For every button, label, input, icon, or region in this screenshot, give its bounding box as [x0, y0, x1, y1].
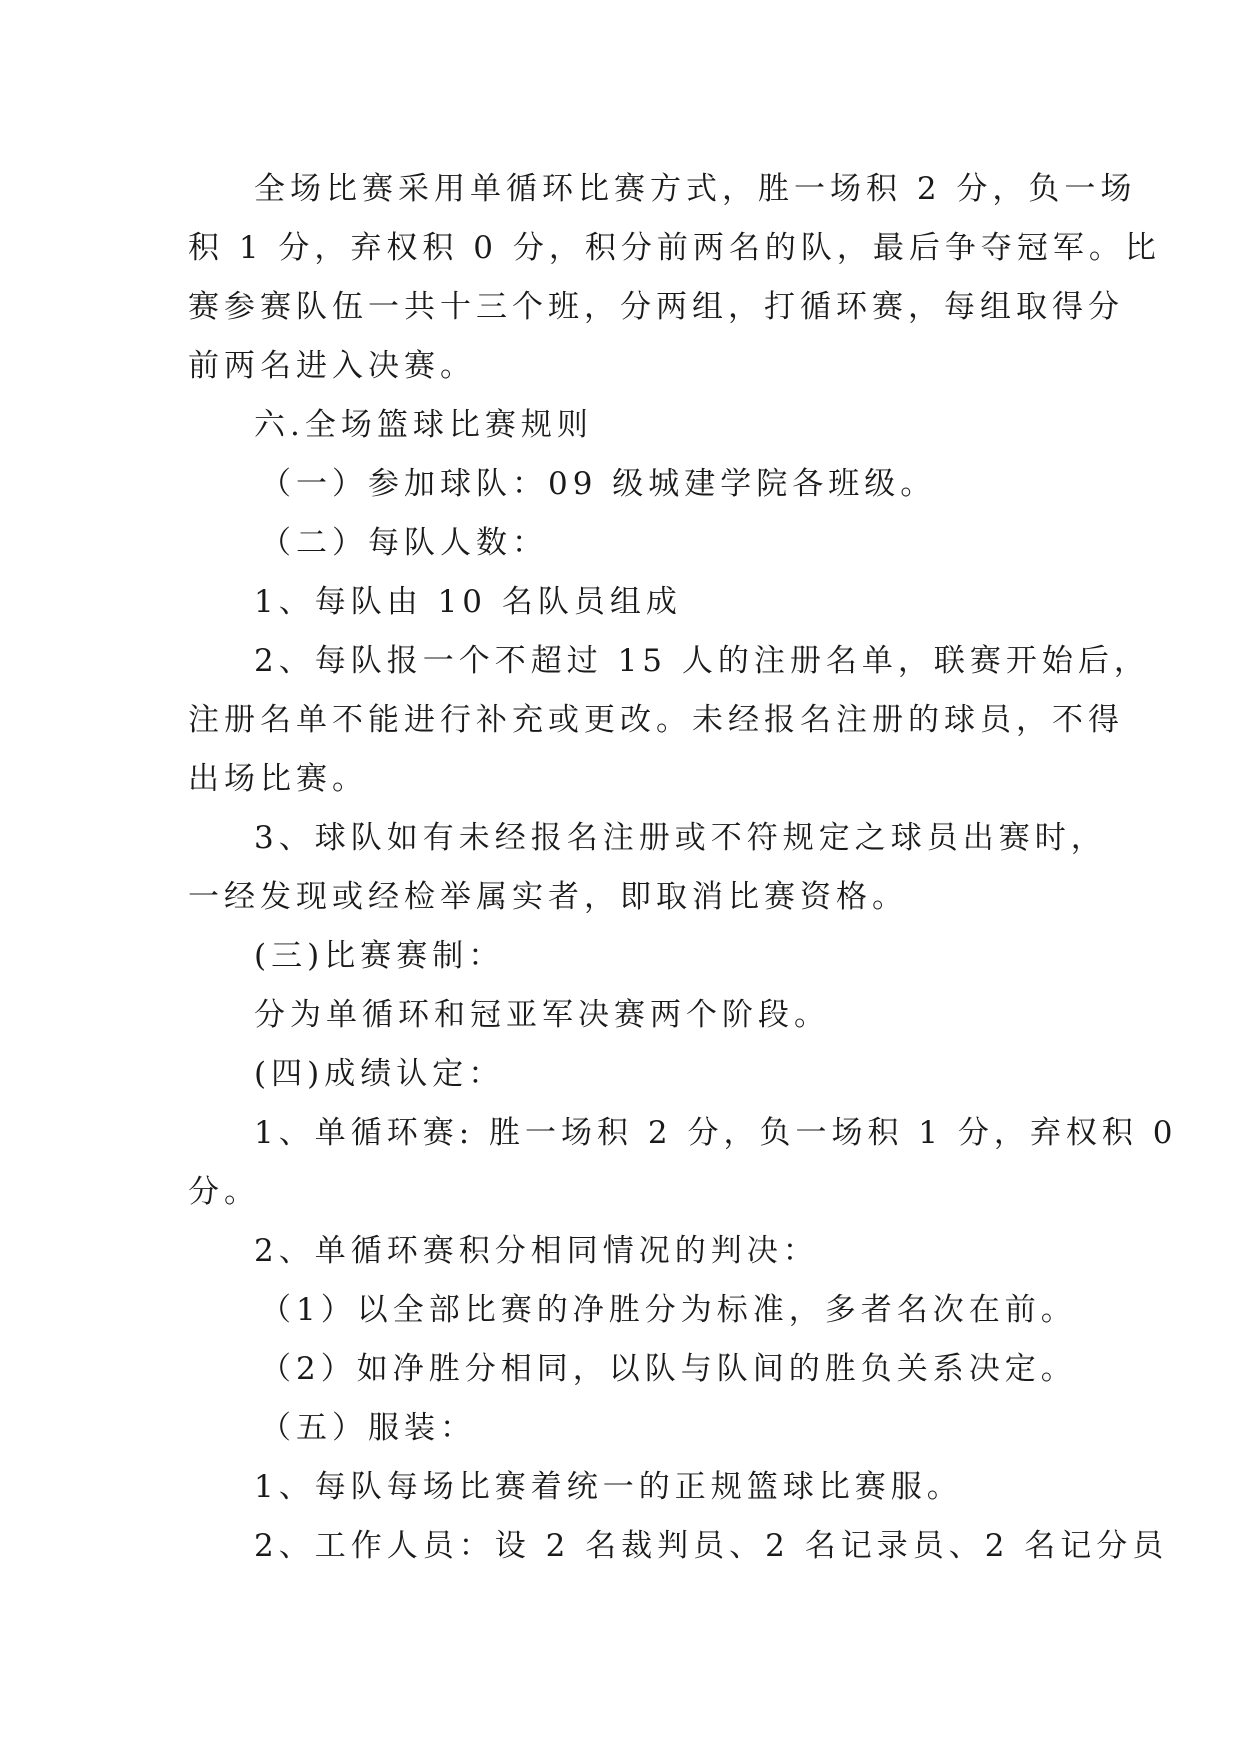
document-body: [188, 160, 1178, 1576]
list-item: 2、每队报一个不超过 15 人的注册名单，联赛开始后，: [254, 643, 1150, 679]
list-item: （1）以全部比赛的净胜分为标准，多者名次在前。: [260, 1292, 1077, 1328]
paragraph-line: 注册名单不能进行补充或更改。未经报名注册的球员，不得: [188, 702, 1124, 738]
paragraph-line: 积 1 分，弃权积 0 分，积分前两名的队，最后争夺冠军。比: [188, 230, 1161, 266]
paragraph-line: 分。: [188, 1174, 260, 1210]
paragraph-line: 赛参赛队伍一共十三个班，分两组，打循环赛，每组取得分: [188, 289, 1124, 325]
subsection-heading: （二）每队人数：: [260, 525, 548, 561]
paragraph-line: 分为单循环和冠亚军决赛两个阶段。: [254, 997, 830, 1033]
list-item: 1、每队由 10 名队员组成: [254, 584, 682, 620]
list-item: （2）如净胜分相同，以队与队间的胜负关系决定。: [260, 1351, 1077, 1387]
subsection-heading: （五）服装：: [260, 1410, 476, 1446]
paragraph-line: 一经发现或经检举属实者，即取消比赛资格。: [188, 879, 908, 915]
list-item: 1、每队每场比赛着统一的正规篮球比赛服。: [254, 1469, 963, 1505]
subsection-heading: (四)成绩认定：: [254, 1056, 505, 1092]
subsection-heading: (三)比赛赛制：: [254, 938, 505, 974]
section-heading: 六.全场篮球比赛规则: [254, 407, 593, 443]
paragraph-line: 全场比赛采用单循环比赛方式，胜一场积 2 分，负一场: [254, 171, 1137, 207]
paragraph-line: 出场比赛。: [188, 761, 368, 797]
subsection-heading: （一）参加球队：09 级城建学院各班级。: [260, 466, 937, 502]
list-item: 1、单循环赛: 胜一场积 2 分，负一场积 1 分，弃权积 0: [254, 1115, 1178, 1151]
list-item: 2、单循环赛积分相同情况的判决：: [254, 1233, 819, 1269]
paragraph-line: 前两名进入决赛。: [188, 348, 476, 384]
list-item: 2、工作人员：设 2 名裁判员、2 名记录员、2 名记分员: [254, 1528, 1169, 1564]
list-item: 3、球队如有未经报名注册或不符规定之球员出赛时，: [254, 820, 1107, 856]
